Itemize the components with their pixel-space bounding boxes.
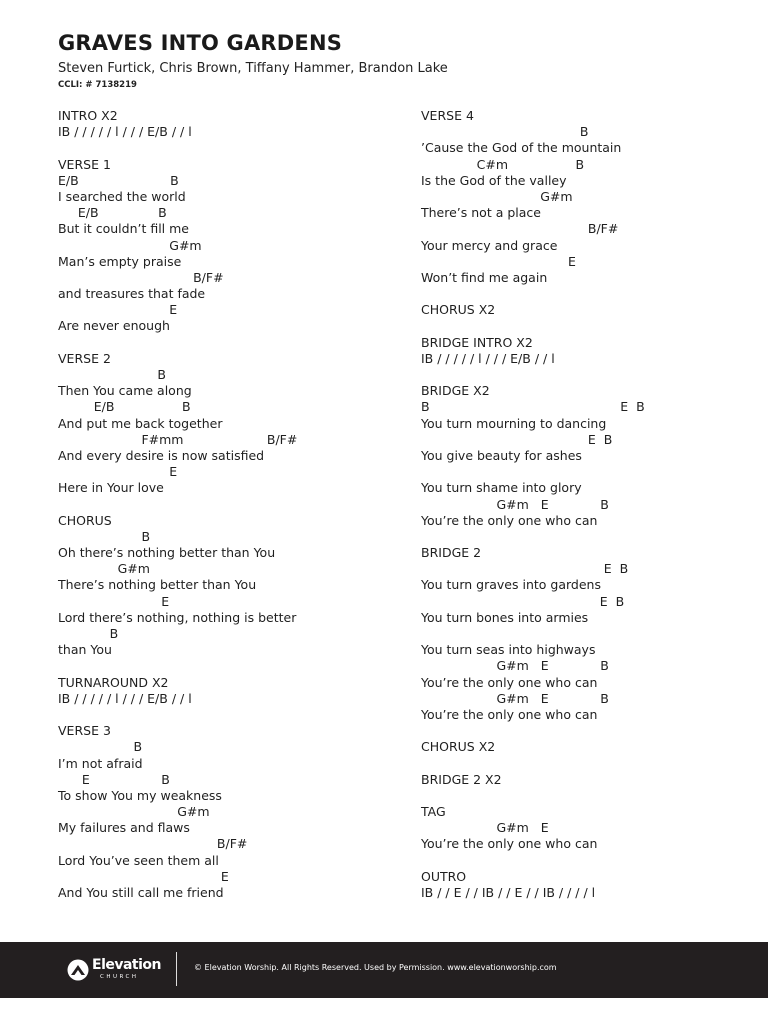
chord-sheet-line: IB / / / / / l / / / E/B / / l	[58, 124, 192, 140]
chord-sheet-line: F#mm B/F#	[58, 431, 298, 447]
chord-sheet-line: Is the God of the valley	[421, 172, 567, 188]
chord-sheet-line	[421, 529, 768, 545]
chord-sheet-line: INTRO X2	[58, 108, 118, 123]
chord-sheet-line: Your mercy and grace	[421, 237, 558, 253]
logo-wordmark: Elevation	[92, 957, 162, 973]
footer-divider	[176, 952, 177, 986]
chord-sheet-line	[421, 788, 768, 804]
chord-sheet-line: VERSE 4	[421, 108, 474, 123]
chord-sheet-line: G#m	[58, 561, 150, 577]
chord-sheet-line	[421, 464, 768, 480]
chord-sheet-line: E/B B	[58, 172, 179, 188]
chord-sheet-line: E B	[421, 561, 629, 577]
chord-sheet-line: BRIDGE 2 X2	[421, 771, 502, 787]
chord-sheet-line: Man’s empty praise	[58, 253, 182, 269]
chord-sheet-line: Oh there’s nothing better than You	[58, 545, 276, 561]
chord-sheet-line: B	[58, 367, 166, 382]
chord-sheet-line: CHORUS X2	[421, 739, 496, 755]
chord-sheet-line: Won’t find me again	[421, 269, 548, 285]
chord-sheet-line: You turn shame into glory	[421, 480, 582, 496]
chord-sheet-line: B	[58, 739, 143, 755]
chord-sheet-line: VERSE 2	[58, 350, 111, 366]
chord-sheet-line: And every desire is now satisfied	[58, 447, 265, 463]
chord-sheet-line: E/B B	[58, 205, 167, 221]
chord-sheet-line: You’re the only one who can	[421, 674, 598, 690]
chord-sheet-line: G#m E B	[421, 496, 609, 512]
chord-sheet-line: And You still call me friend	[58, 885, 224, 900]
chord-sheet-line: You turn bones into armies	[421, 609, 589, 625]
chord-sheet-line: E B	[58, 771, 170, 787]
chord-sheet-line: To show You my weakness	[58, 787, 222, 803]
chord-sheet-line: ’Cause the God of the mountain	[421, 140, 622, 156]
chord-sheet-line: Here in Your love	[58, 480, 164, 496]
logo-subtitle: CHURCH	[100, 974, 139, 980]
chord-sheet-line: G#m	[421, 188, 573, 204]
chord-sheet-line: Lord there’s nothing, nothing is better	[58, 609, 297, 625]
chord-sheet-line: CHORUS	[58, 512, 112, 528]
chord-sheet-line: Lord You’ve seen them all	[58, 852, 219, 868]
song-authors: Steven Furtick, Chris Brown, Tiffany Hammer, Brandon Lake	[58, 61, 448, 76]
chord-sheet-line: B	[58, 626, 119, 641]
chord-sheet-line	[58, 497, 408, 513]
chord-sheet-line: G#m E B	[421, 658, 609, 674]
chord-sheet-line: My failures and flaws	[58, 820, 190, 836]
chord-sheet-line: You’re the only one who can	[421, 512, 598, 528]
chord-sheet-line: E	[58, 302, 178, 318]
footer-bar	[0, 942, 768, 998]
chord-sheet-line: B/F#	[58, 269, 224, 285]
chord-sheet-line	[58, 140, 408, 156]
chord-sheet-line: B	[421, 124, 589, 140]
chord-sheet-left-column	[58, 108, 408, 901]
chord-sheet-line: E	[58, 868, 229, 884]
chord-sheet-line: IB / / / / / l / / / E/B / / l	[58, 690, 192, 706]
chord-sheet-line: than You	[58, 642, 112, 658]
chord-sheet-line	[421, 626, 768, 642]
chord-sheet-line: TAG	[421, 804, 446, 820]
chord-sheet-line: And put me back together	[58, 415, 223, 431]
chord-sheet-line: You turn seas into highways	[421, 642, 596, 658]
chord-sheet-line	[421, 367, 768, 383]
ccli-number: CCLI: # 7138219	[58, 80, 137, 90]
elevation-mountain-icon	[67, 959, 89, 981]
chord-sheet-line: Are never enough	[58, 318, 170, 334]
chord-sheet-line: I searched the world	[58, 188, 186, 204]
chord-sheet-line: VERSE 1	[58, 156, 111, 172]
chord-sheet-line: G#m E	[421, 820, 549, 836]
chord-sheet-line: E B	[421, 431, 613, 447]
chord-sheet-line	[421, 318, 768, 334]
chord-sheet-line: B	[58, 528, 151, 544]
chord-sheet-line: You turn graves into gardens	[421, 577, 601, 593]
chord-sheet-line: E B	[421, 593, 625, 609]
chord-sheet-line: G#m	[58, 237, 202, 253]
chord-sheet-line: E	[58, 593, 170, 609]
chord-sheet-line	[421, 723, 768, 739]
chord-sheet-line	[421, 756, 768, 772]
chord-sheet-line	[421, 853, 768, 869]
chord-sheet-line: CHORUS X2	[421, 302, 496, 318]
chord-sheet-line: BRIDGE 2	[421, 545, 482, 561]
chord-sheet-line: TURNAROUND X2	[58, 674, 169, 690]
chord-sheet-line: IB / / E / / IB / / E / / IB / / / / l	[421, 885, 596, 900]
chord-sheet-line: E	[421, 253, 576, 269]
chord-sheet-line: You’re the only one who can	[421, 836, 598, 852]
chord-sheet-line: BRIDGE INTRO X2	[421, 334, 533, 350]
chord-sheet-line	[58, 658, 408, 674]
chord-sheet-line: Then You came along	[58, 383, 192, 399]
elevation-church-logo[interactable]	[67, 957, 167, 983]
chord-sheet-line: You give beauty for ashes	[421, 447, 582, 463]
chord-sheet-right-column	[421, 108, 768, 901]
chord-sheet-line: E/B B	[58, 399, 191, 415]
chord-sheet-line: and treasures that fade	[58, 286, 206, 302]
chord-sheet-line: B/F#	[58, 836, 248, 852]
chord-sheet-line: BRIDGE X2	[421, 383, 490, 399]
chord-sheet-line: There’s nothing better than You	[58, 577, 257, 593]
chord-sheet-line: B E B	[421, 399, 645, 415]
chord-sheet-line	[58, 335, 408, 351]
chord-sheet-line: But it couldn’t fill me	[58, 221, 189, 237]
song-title: GRAVES INTO GARDENS	[58, 31, 343, 55]
chord-sheet-line: OUTRO	[421, 868, 467, 884]
chord-sheet-line: E	[58, 464, 178, 480]
chord-sheet-line: VERSE 3	[58, 723, 111, 739]
chord-sheet-line	[421, 286, 768, 302]
chord-sheet-line: You turn mourning to dancing	[421, 415, 607, 431]
chord-sheet-line: There’s not a place	[421, 205, 541, 221]
chord-sheet-line: G#m E B	[421, 690, 609, 706]
chord-sheet-line: You’re the only one who can	[421, 706, 598, 722]
chord-sheet-line: B/F#	[421, 221, 619, 237]
copyright-notice: © Elevation Worship. All Rights Reserved. Used by Permission. www.elevationworship.com	[194, 963, 557, 972]
chord-sheet-line: G#m	[58, 804, 210, 820]
chord-sheet-line: IB / / / / / l / / / E/B / / l	[421, 350, 555, 366]
chord-sheet-line	[58, 707, 408, 723]
chord-sheet-line: I’m not afraid	[58, 755, 143, 771]
chord-sheet-line: C#m B	[421, 156, 585, 172]
